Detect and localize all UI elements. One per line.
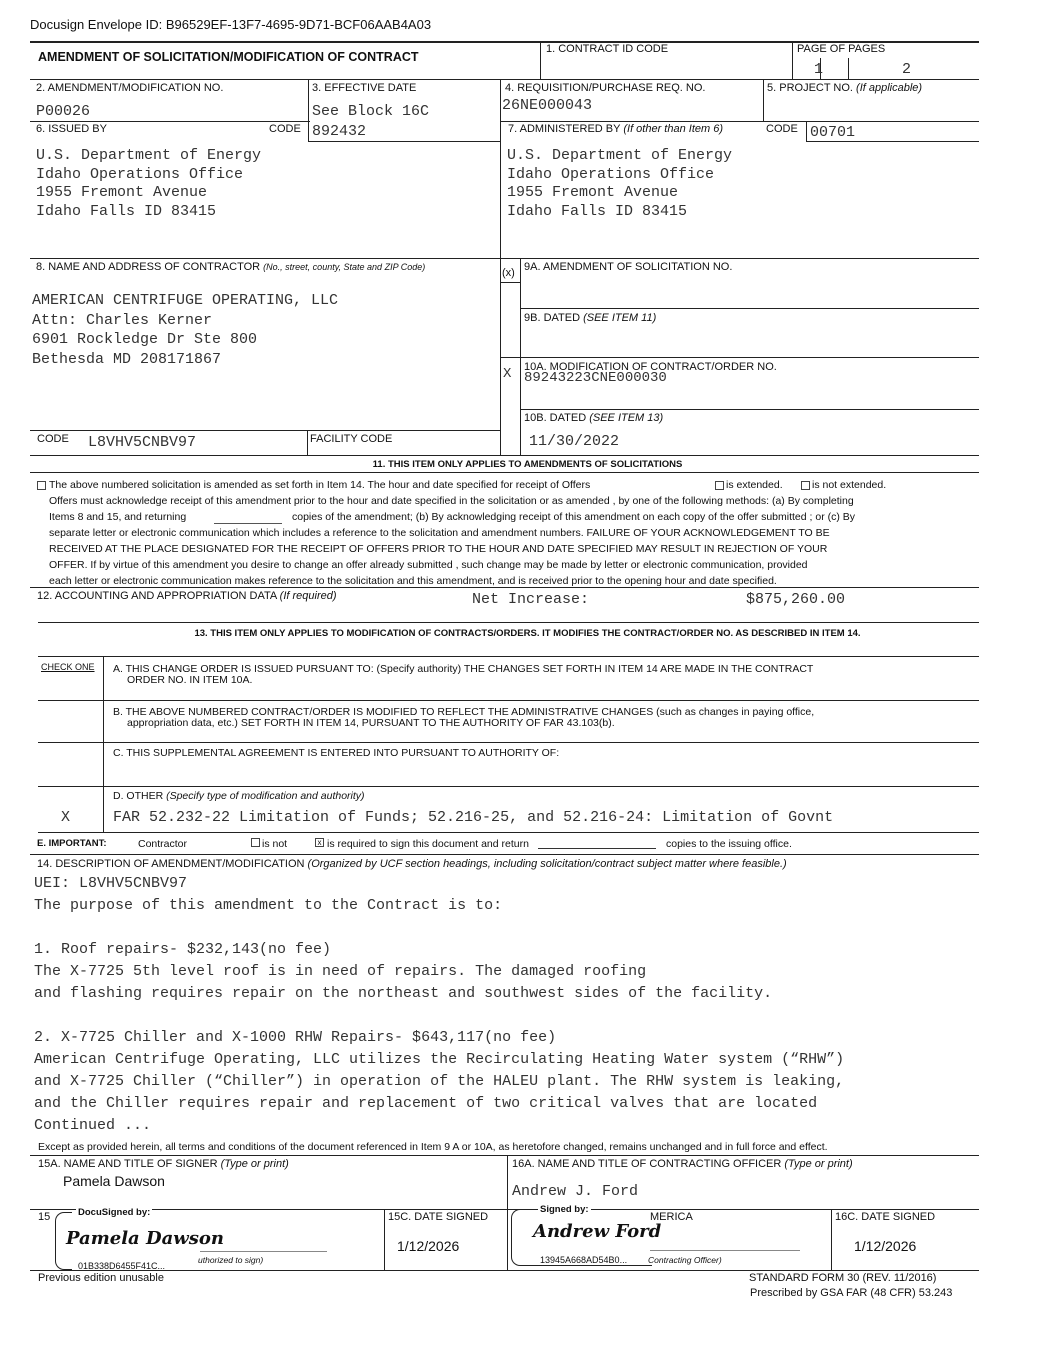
authorized-fragment: uthorized to sign) <box>198 1255 264 1265</box>
item11-line-3a: Items 8 and 15, and returning <box>49 511 187 523</box>
item13b-text: B. THE ABOVE NUMBERED CONTRACT/ORDER IS MODIFIED TO REFLECT THE ADMINISTRATIVE CHANGES (such as changes in paying office, appropriation data, etc.) SET FORTH IN ITEM 14, PURSUANT TO THE AUTHORITY OF FAR 43.103(b). <box>113 706 815 729</box>
signer-signature: Pamela Dawson <box>66 1228 224 1249</box>
is-not-extended-label: is not extended. <box>812 479 887 491</box>
description-line: and the Chiller requires repair and replacement of two critical valves that are located <box>34 1095 818 1112</box>
dated-9b-label: 9B. DATED (SEE ITEM 11) <box>524 312 657 324</box>
administered-by-label: 7. ADMINISTERED BY (If other than Item 6) <box>508 123 723 135</box>
solicitation-amended-checkbox[interactable] <box>37 481 46 490</box>
form-title: AMENDMENT OF SOLICITATION/MODIFICATION OF CONTRACT <box>38 50 419 64</box>
date-signed-15c: 1/12/2026 <box>397 1238 460 1254</box>
officer-docusign-id: 13945A668AD54B0... <box>540 1255 628 1265</box>
is-not-label: is not <box>262 838 288 850</box>
docusigned-by-label: DocuSigned by: <box>78 1207 151 1218</box>
except-text: Except as provided herein, all terms and conditions of the document referenced in Item 9 A or 10A, as heretofore changed, remains unchanged and in full force and effect. <box>38 1141 828 1153</box>
admin-code-label: CODE <box>766 123 798 135</box>
facility-code-label: FACILITY CODE <box>310 433 393 445</box>
contractor-code-label: CODE <box>37 433 69 445</box>
dated-10b-value: 11/30/2022 <box>529 433 620 450</box>
description-line: 2. X-7725 Chiller and X-1000 RHW Repairs- $643,117(no fee) <box>34 1029 557 1046</box>
description-text <box>34 873 844 1137</box>
copies-issuing-label: copies to the issuing office. <box>666 838 792 850</box>
total-pages: 2 <box>902 61 912 78</box>
effective-date-value: See Block 16C <box>312 103 430 120</box>
important-label: E. IMPORTANT: <box>37 838 107 849</box>
item13-title: 13. THIS ITEM ONLY APPLIES TO MODIFICATION OF CONTRACTS/ORDERS. IT MODIFIES THE CONTRACT/ORDER NO. AS DESCRIBED IN ITEM 14. <box>194 628 861 639</box>
amend-solicitation-label: 9A. AMENDMENT OF SOLICITATION NO. <box>524 261 733 273</box>
is-extended-label: is extended. <box>726 479 783 491</box>
requisition-label: 4. REQUISITION/PURCHASE REQ. NO. <box>505 82 706 94</box>
contractor-address: AMERICAN CENTRIFUGE OPERATING, LLC Attn: Charles Kerner 6901 Rockledge Dr Ste 800 Bethesda MD 208171867 <box>32 292 339 368</box>
prefix-15: 15 <box>38 1211 51 1223</box>
description-line <box>34 1005 844 1027</box>
item13a-text: A. THIS CHANGE ORDER IS ISSUED PURSUANT TO: (Specify authority) THE CHANGES SET FORTH IN ITEM 14 ARE MADE IN THE CONTRACT ORDER NO. IN ITEM 10A. <box>113 663 814 686</box>
description-line <box>34 917 844 939</box>
signed-by-label: Signed by: <box>540 1204 589 1215</box>
date-15c-label: 15C. DATE SIGNED <box>388 1211 489 1223</box>
issued-code-value: 892432 <box>312 123 367 140</box>
is-required-checkbox[interactable]: x <box>315 838 324 847</box>
issued-by-address: U.S. Department of Energy Idaho Operations Office 1955 Fremont Avenue Idaho Falls ID 83415 <box>36 147 262 220</box>
net-increase-value: $875,260.00 <box>746 591 846 608</box>
effective-date-label: 3. EFFECTIVE DATE <box>312 82 417 94</box>
item11-line-6: OFFER. If by virtue of this amendment you desire to change an offer already submitted , such change may be made by letter or electronic communication, provided <box>49 559 808 571</box>
description-line: American Centrifuge Operating, LLC utilizes the Recirculating Heating Water system (“RHW”) <box>34 1051 845 1068</box>
is-extended-checkbox[interactable] <box>715 481 724 490</box>
officer-signature: Andrew Ford <box>533 1221 662 1242</box>
date-signed-16c: 1/12/2026 <box>854 1238 917 1254</box>
erica-fragment: MERICA <box>650 1211 693 1223</box>
envelope-id: Docusign Envelope ID: B96529EF-13F7-4695-9D71-BCF06AAB4A03 <box>30 17 432 32</box>
description-label: 14. DESCRIPTION OF AMENDMENT/MODIFICATION (Organized by UCF section headings, including solicitation/contract subject matter where feasible.) <box>37 858 787 870</box>
contractor-code-value: L8VHV5CNBV97 <box>88 434 197 451</box>
date-16c-label: 16C. DATE SIGNED <box>835 1211 936 1223</box>
item13d-authority: FAR 52.232-22 Limitation of Funds; 52.216-25, and 52.216-24: Limitation of Govnt <box>113 809 834 826</box>
amendment-no-label: 2. AMENDMENT/MODIFICATION NO. <box>36 82 224 94</box>
prescribed-label: Prescribed by GSA FAR (48 CFR) 53.243 <box>750 1287 953 1299</box>
is-required-label: is required to sign this document and return <box>327 838 529 850</box>
description-line: The purpose of this amendment to the Contract is to: <box>34 897 503 914</box>
description-line: and flashing requires repair on the northeast and southwest sides of the facility. <box>34 985 773 1002</box>
item11-line-3b: copies of the amendment; (b) By acknowledging receipt of this amendment on each copy of the offer submitted ; or (c) By <box>292 511 856 523</box>
contractor-label: 8. NAME AND ADDRESS OF CONTRACTOR (No., street, county, State and ZIP Code) <box>36 261 426 273</box>
item11-title: 11. THIS ITEM ONLY APPLIES TO AMENDMENTS OF SOLICITATIONS <box>372 459 683 470</box>
administered-by-address: U.S. Department of Energy Idaho Operations Office 1955 Fremont Avenue Idaho Falls ID 83415 <box>507 147 733 220</box>
admin-code-value: 00701 <box>810 124 856 141</box>
item11-line-5: RECEIVED AT THE PLACE DESIGNATED FOR THE RECEIPT OF OFFERS PRIOR TO THE HOUR AND DATE SPECIFIED MAY RESULT IN REJECTION OF YOUR <box>49 543 828 555</box>
officer-name: Andrew J. Ford <box>512 1183 639 1200</box>
x-13d-mark: X <box>61 809 71 826</box>
requisition-value: 26NE000043 <box>502 97 593 114</box>
signer-docusign-id: 01B338D6455F41C... <box>78 1261 166 1271</box>
x-column-label: (x) <box>502 267 515 279</box>
issued-code-label: CODE <box>269 123 301 135</box>
description-line: 1. Roof repairs- $232,143(no fee) <box>34 941 332 958</box>
x-10a-mark: X <box>503 366 512 382</box>
dated-10b-label: 10B. DATED (SEE ITEM 13) <box>524 412 664 424</box>
item11-line-4: separate letter or electronic communication which includes a reference to the solicitation and amendment numbers. FAILURE OF YOUR ACKNOWLEDGEMENT TO BE <box>49 527 830 539</box>
is-not-extended-checkbox[interactable] <box>801 481 810 490</box>
item13c-text: C. THIS SUPPLEMENTAL AGREEMENT IS ENTERED INTO PURSUANT TO AUTHORITY OF: <box>113 747 560 759</box>
contracting-fragment: Contracting Officer) <box>648 1255 722 1265</box>
signer-name: Pamela Dawson <box>63 1173 165 1189</box>
is-not-checkbox[interactable] <box>251 838 260 847</box>
project-no-label: 5. PROJECT NO. (If applicable) <box>767 82 923 94</box>
standard-form-label: STANDARD FORM 30 (REV. 11/2016) <box>749 1272 937 1284</box>
description-line: and X-7725 Chiller (“Chiller”) in operation of the HALEU plant. The RHW system is leaking, <box>34 1073 845 1090</box>
signer-15a-label: 15A. NAME AND TITLE OF SIGNER (Type or print) <box>38 1158 289 1170</box>
description-line: The X-7725 5th level roof is in need of repairs. The damaged roofing <box>34 963 647 980</box>
issued-by-label: 6. ISSUED BY <box>36 123 107 135</box>
contract-id-label: 1. CONTRACT ID CODE <box>546 43 669 55</box>
item11-line-7: each letter or electronic communication makes reference to the solicitation and this amendment, and is received prior to the opening hour and date specified. <box>49 575 777 587</box>
mod-contract-label: 10A. MODIFICATION OF CONTRACT/ORDER NO. <box>524 361 777 373</box>
page-number: 1 <box>814 61 824 78</box>
previous-edition-note: Previous edition unusable <box>38 1272 164 1284</box>
officer-16a-label: 16A. NAME AND TITLE OF CONTRACTING OFFICER (Type or print) <box>512 1158 853 1170</box>
net-increase-label: Net Increase: <box>472 591 590 608</box>
accounting-label: 12. ACCOUNTING AND APPROPRIATION DATA (If required) <box>37 590 337 602</box>
contractor-word: Contractor <box>138 838 188 850</box>
item11-line-2: Offers must acknowledge receipt of this amendment prior to the hour and date specified in the solicitation or as amended , by one of the following methods: (a) By completing <box>49 495 854 507</box>
mod-contract-value: 89243223CNE000030 <box>524 370 667 386</box>
check-one-label: CHECK ONE <box>41 662 95 672</box>
page-of-pages-label: PAGE OF PAGES <box>797 43 886 55</box>
item11-line-1: The above numbered solicitation is amended as set forth in Item 14. The hour and date specified for receipt of Offers <box>49 479 591 491</box>
description-line: UEI: L8VHV5CNBV97 <box>34 875 188 892</box>
description-line: Continued ... <box>34 1117 152 1134</box>
amendment-no-value: P00026 <box>36 103 91 120</box>
item13d-label: D. OTHER (Specify type of modification and authority) <box>113 790 365 802</box>
